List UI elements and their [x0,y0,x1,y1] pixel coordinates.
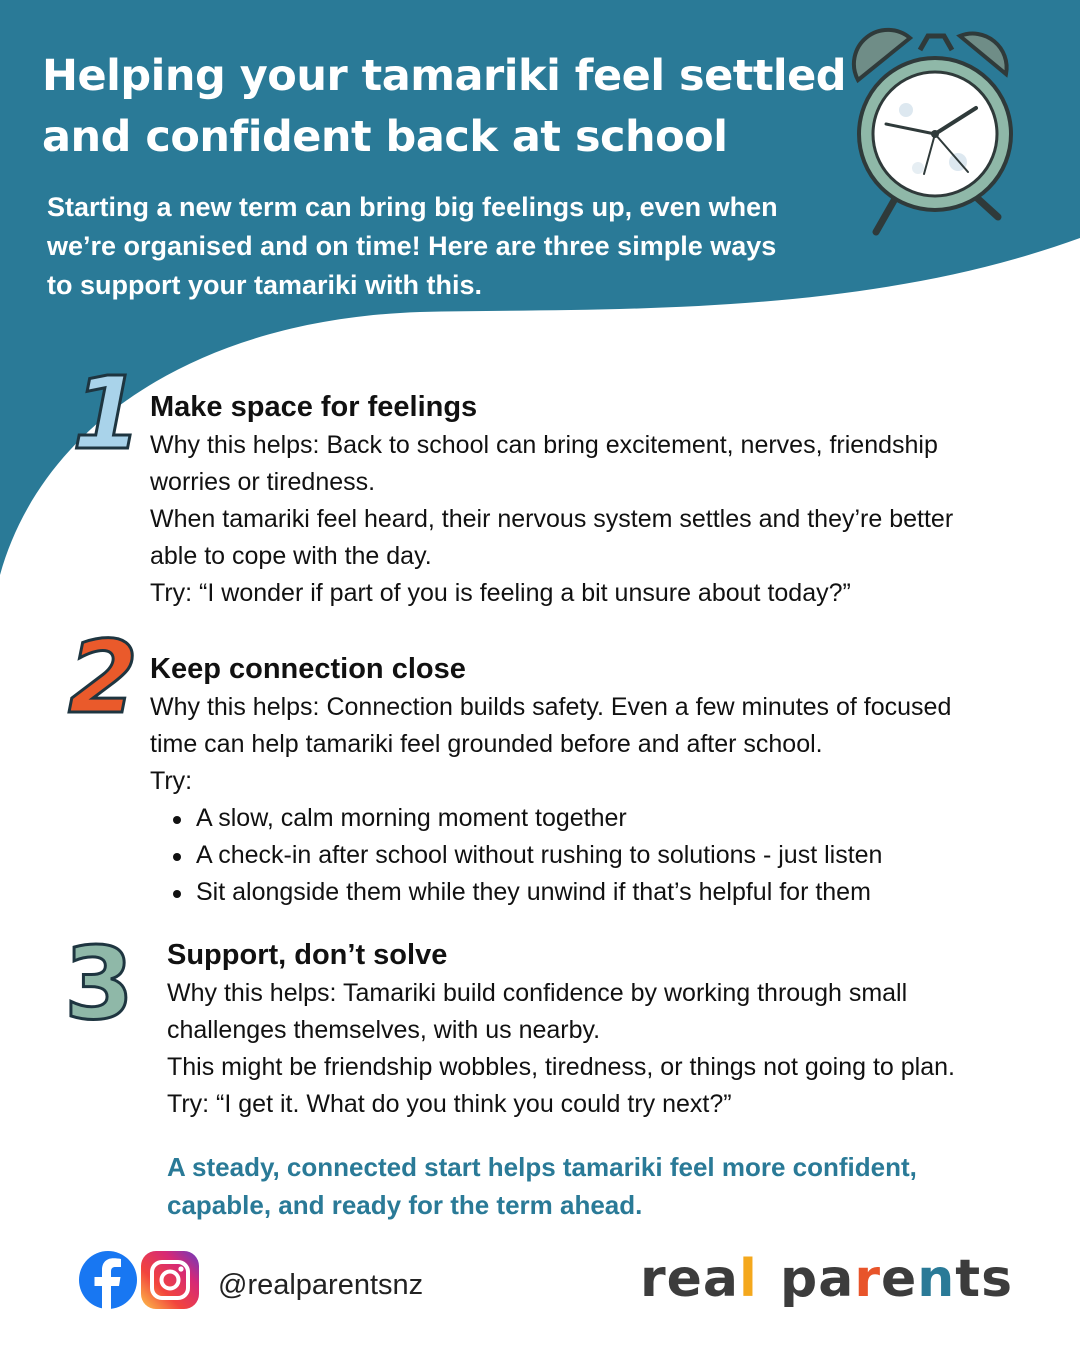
section-1-line: worries or tiredness. [150,468,376,496]
section-1-line: Try: “I wonder if part of you is feeling a bit unsure about today?” [150,579,851,607]
section-2-bullet-list [150,800,951,911]
number-one-icon [62,366,152,461]
section-2-heading: Keep connection close [150,653,466,685]
page-title [42,46,847,168]
logo-word-parents: parents [780,1249,1014,1309]
section-1-line: able to cope with the day. [150,542,432,570]
intro-line-1: Starting a new term can bring big feelings up, even when [47,192,778,222]
closing-line-1: A steady, connected start helps tamariki feel more confident, [167,1152,917,1182]
social-handle[interactable]: @realparentsnz [218,1269,424,1301]
bullet-item: A check-in after school without rushing to solutions - just listen [196,837,951,874]
closing-message [167,1148,917,1224]
svg-text:2: 2 [68,628,138,723]
bullet-item: A slow, calm morning moment together [196,800,951,837]
section-2-line: time can help tamariki feel grounded before and after school. [150,730,823,758]
section-2-line: Try: [150,767,193,795]
intro-text [47,188,827,305]
section-3-line: Why this helps: Tamariki build confidence by working through small [167,979,908,1007]
logo-word-real: real [640,1249,758,1309]
section-1 [150,387,953,612]
title-line-1: Helping your tamariki feel settled [42,51,847,101]
number-three-icon [54,934,144,1029]
section-3 [167,935,955,1123]
section-3-line: This might be friendship wobbles, tiredness, or things not going to plan. [167,1053,955,1081]
bullet-item: Sit alongside them while they unwind if that’s helpful for them [196,874,951,911]
section-3-line: Try: “I get it. What do you think you could try next?” [167,1090,732,1118]
facebook-icon[interactable] [78,1250,138,1310]
section-1-line: When tamariki feel heard, their nervous system settles and they’re better [150,505,954,533]
section-2 [150,649,951,911]
instagram-icon[interactable] [140,1250,200,1310]
section-2-line: Why this helps: Connection builds safety. Even a few minutes of focused [150,693,952,721]
intro-line-2: we’re organised and on time! Here are three simple ways [47,231,777,261]
section-1-line: Why this helps: Back to school can bring excitement, nerves, friendship [150,431,938,459]
section-1-heading: Make space for feelings [150,391,478,423]
alarm-clock-icon [848,22,1023,242]
section-3-heading: Support, don’t solve [167,939,448,971]
real-parents-logo [640,1244,1020,1314]
section-3-line: challenges themselves, with us nearby. [167,1016,601,1044]
intro-line-3: to support your tamariki with this. [47,270,483,300]
title-line-2: and confident back at school [42,112,728,162]
closing-line-2: capable, and ready for the term ahead. [167,1190,643,1220]
svg-text:1: 1 [72,366,142,461]
number-two-icon [58,628,148,723]
svg-text:3: 3 [64,934,134,1029]
